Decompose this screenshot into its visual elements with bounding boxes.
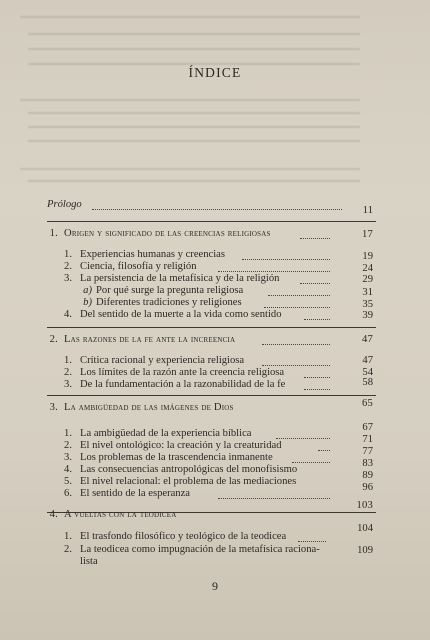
page-folio: 9 <box>212 579 218 593</box>
entry-label: La persistencia de la metafísica y de la religión <box>80 273 280 284</box>
entry-number: 2. <box>64 261 72 272</box>
page-number: 24 <box>362 263 373 274</box>
entry-label: Diferentes tradiciones y religiones <box>96 297 242 308</box>
page-number: 67 <box>362 422 373 433</box>
dot-leader <box>92 208 342 210</box>
page-number: 19 <box>362 251 373 262</box>
entry-label: El nivel relacional: el problema de las mediaciones <box>80 476 297 487</box>
page-number: 83 <box>362 458 373 469</box>
entry-label: El sentido de la esperanza <box>80 488 191 499</box>
page-number: 47 <box>362 355 373 366</box>
entry-label: Las consecuencias antropológicas del monofisismo <box>80 464 298 475</box>
page-number: 47 <box>362 334 373 345</box>
page-number: 104 <box>357 523 373 534</box>
dot-leader <box>262 343 330 345</box>
page-number: 109 <box>357 545 373 556</box>
dot-leader <box>276 437 330 439</box>
dot-leader <box>298 540 326 542</box>
entry-number: 3. <box>64 452 72 463</box>
subentry-letter: a) <box>83 285 92 296</box>
chapter-title: A vueltas con la teodicea <box>64 509 177 520</box>
dot-leader <box>268 294 330 296</box>
chapter-title: Las razones de la fe ante la increencia <box>64 334 236 345</box>
dot-leader <box>300 237 330 239</box>
rule-divider <box>47 395 376 396</box>
entry-label: Por qué surge la pregunta religiosa <box>96 285 244 296</box>
page-number: 35 <box>362 299 373 310</box>
entry-number: 2. <box>64 544 72 555</box>
entry-number: 4. <box>64 464 72 475</box>
entry-label: El nivel ontológico: la creación y la creaturidad <box>80 440 282 451</box>
entry-number: 3. <box>64 379 72 390</box>
chapter-number: 1. <box>49 228 58 239</box>
page-number: 103 <box>356 500 373 511</box>
entry-label: La teodicea como impugnación de la metafísica raciona- <box>80 544 320 555</box>
entry-number: 1. <box>64 531 72 542</box>
page-number: 31 <box>362 287 373 298</box>
entry-number: 4. <box>64 309 72 320</box>
entry-label: Crítica racional y experiencia religiosa <box>80 355 245 366</box>
entry-label: Los límites de la razón ante la creencia religiosa <box>80 367 285 378</box>
entry-number: 5. <box>64 476 72 487</box>
chapter-title: Origen y significado de las creencias religiosas <box>64 228 271 239</box>
entry-label: La ambigüedad de la experiencia bíblica <box>80 428 252 439</box>
entry-label: lista <box>80 556 98 567</box>
entry-number: 6. <box>64 488 72 499</box>
page-number: 96 <box>362 482 373 493</box>
entry-label: Ciencia, filosofía y religión <box>80 261 197 272</box>
page-number: 77 <box>362 446 373 457</box>
subentry-letter: b) <box>83 297 92 308</box>
dot-leader <box>292 461 330 463</box>
entry-number: 3. <box>64 273 72 284</box>
page-number: 17 <box>362 229 373 240</box>
entry-number: 2. <box>64 367 72 378</box>
entry-number: 1. <box>64 428 72 439</box>
page-number: 89 <box>362 470 373 481</box>
page-title: ÍNDICE <box>188 65 242 80</box>
entry-number: 1. <box>64 355 72 366</box>
dot-leader <box>218 497 330 499</box>
dot-leader <box>304 388 330 390</box>
rule-divider <box>47 327 376 328</box>
entry-label: Prólogo <box>47 199 82 210</box>
page-number: 11 <box>362 205 373 216</box>
chapter-number: 2. <box>49 334 58 345</box>
page-number: 71 <box>362 434 373 445</box>
chapter-number: 3. <box>49 402 58 413</box>
chapter-title: La ambigüedad de las imágenes de Dios <box>64 402 234 413</box>
dot-leader <box>318 449 330 451</box>
dot-leader <box>242 258 330 260</box>
page-number: 58 <box>362 377 373 388</box>
dot-leader <box>262 364 330 366</box>
page-number: 29 <box>362 274 373 285</box>
page-number: 54 <box>362 367 373 378</box>
entry-label: De la fundamentación a la razonabilidad de la fe <box>80 379 286 390</box>
entry-label: El trasfondo filosófico y teológico de la teodicea <box>80 531 287 542</box>
entry-label: Experiencias humanas y creencias <box>80 249 226 260</box>
dot-leader <box>300 282 330 284</box>
entry-label: Del sentido de la muerte a la vida como sentido <box>80 309 282 320</box>
dot-leader <box>264 306 330 308</box>
page-number: 39 <box>362 310 373 321</box>
dot-leader <box>218 270 330 272</box>
dot-leader <box>304 376 330 378</box>
chapter-number: 4. <box>49 509 58 520</box>
entry-number: 2. <box>64 440 72 451</box>
rule-divider <box>47 221 376 222</box>
dot-leader <box>304 318 330 320</box>
page-number: 65 <box>362 398 373 409</box>
entry-number: 1. <box>64 249 72 260</box>
entry-label: Los problemas de la trascendencia inmanente <box>80 452 273 463</box>
